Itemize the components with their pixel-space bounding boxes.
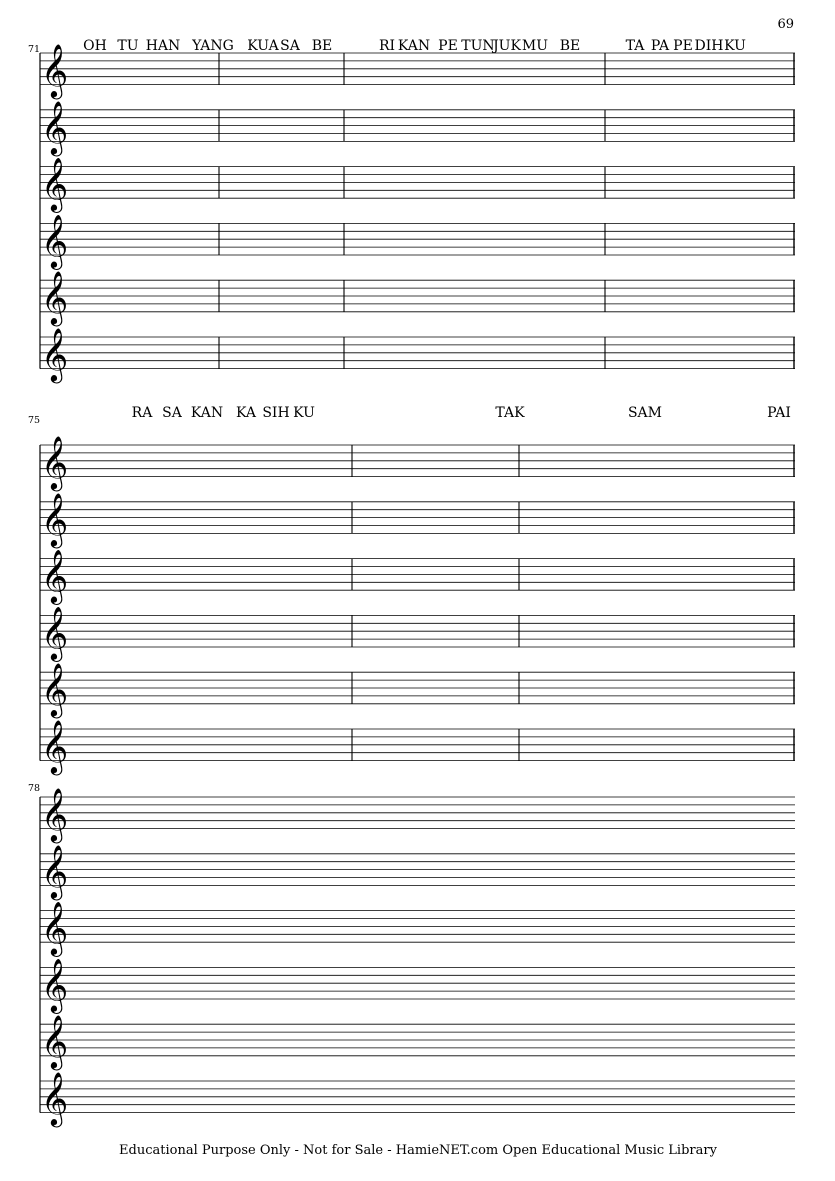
lyric-syllable: KA <box>235 405 257 421</box>
lyric-syllable: SA <box>162 405 182 421</box>
lyric-syllable: BE <box>311 38 333 54</box>
treble-clef-icon: 𝄞 <box>41 957 69 1012</box>
lyric-syllable: DIH <box>694 38 724 54</box>
staff <box>40 213 795 269</box>
lyric-syllable: SA <box>280 38 300 54</box>
lyric-syllable: KAN <box>397 38 431 54</box>
staff <box>40 1071 795 1127</box>
system-1 <box>28 38 795 383</box>
lyric-syllable: JUK <box>493 38 521 54</box>
treble-clef-icon: 𝄞 <box>41 719 69 773</box>
lyric-syllable: KU <box>724 38 746 54</box>
staff <box>40 787 795 843</box>
staff <box>40 270 795 326</box>
lyric-syllable: TAK <box>495 405 525 421</box>
staff <box>40 327 795 383</box>
systems <box>28 38 795 1127</box>
treble-clef-icon: 𝄞 <box>41 99 69 154</box>
footer-text: Educational Purpose Only - Not for Sale - HamieNET.com Open Educational Music Library <box>119 1143 717 1158</box>
lyric-syllable: KU <box>293 405 315 421</box>
treble-clef-icon: 𝄞 <box>41 1071 69 1125</box>
lyric-syllable: HAN <box>145 38 181 54</box>
lyric-syllable: TUN <box>461 38 495 54</box>
staff <box>40 719 795 775</box>
staff <box>40 605 795 661</box>
staff <box>40 492 795 548</box>
treble-clef-icon: 𝄞 <box>41 213 69 268</box>
treble-clef-icon: 𝄞 <box>41 156 69 211</box>
lyric-syllable: RI <box>378 38 396 54</box>
treble-clef-icon: 𝄞 <box>41 662 69 717</box>
lyric-syllable: KUA <box>247 38 279 54</box>
staff <box>40 901 795 957</box>
lyric-syllable: MU <box>521 38 549 54</box>
staff <box>40 435 795 491</box>
lyric-syllable: PE <box>673 38 693 54</box>
lyric-syllable: PE <box>438 38 458 54</box>
treble-clef-icon: 𝄞 <box>41 548 69 603</box>
measure-number: 71 <box>28 44 41 55</box>
treble-clef-icon: 𝄞 <box>41 270 69 325</box>
lyric-syllable: BE <box>559 38 581 54</box>
lyric-syllable: OH <box>83 38 107 54</box>
page-number: 69 <box>777 17 794 32</box>
treble-clef-icon: 𝄞 <box>41 435 69 489</box>
system-2 <box>28 405 795 775</box>
staff <box>40 157 795 213</box>
measure-number: 75 <box>28 415 41 426</box>
staff <box>40 957 795 1013</box>
treble-clef-icon: 𝄞 <box>41 605 69 660</box>
lyric-syllable: RA <box>131 405 153 421</box>
staff <box>40 1014 795 1070</box>
lyric-syllable: PA <box>650 38 670 54</box>
treble-clef-icon: 𝄞 <box>41 327 69 381</box>
lyric-syllable: YANG <box>192 38 234 54</box>
measure-number: 78 <box>28 783 41 794</box>
staff <box>40 662 795 718</box>
treble-clef-icon: 𝄞 <box>41 787 69 841</box>
lyric-syllable: TU <box>117 38 139 54</box>
treble-clef-icon: 𝄞 <box>41 1014 69 1069</box>
staff <box>40 549 795 605</box>
treble-clef-icon: 𝄞 <box>41 491 69 546</box>
system-3 <box>28 783 795 1127</box>
lyric-syllable: KAN <box>190 405 224 421</box>
lyric-syllable: TA <box>625 38 645 54</box>
treble-clef-icon: 𝄞 <box>41 43 69 97</box>
treble-clef-icon: 𝄞 <box>41 900 69 955</box>
staff <box>40 844 795 900</box>
lyric-syllable: SAM <box>627 405 663 421</box>
lyric-syllable: SIH <box>262 405 290 421</box>
staff <box>40 100 795 156</box>
treble-clef-icon: 𝄞 <box>41 843 69 898</box>
lyric-syllable: PAI <box>767 405 791 421</box>
